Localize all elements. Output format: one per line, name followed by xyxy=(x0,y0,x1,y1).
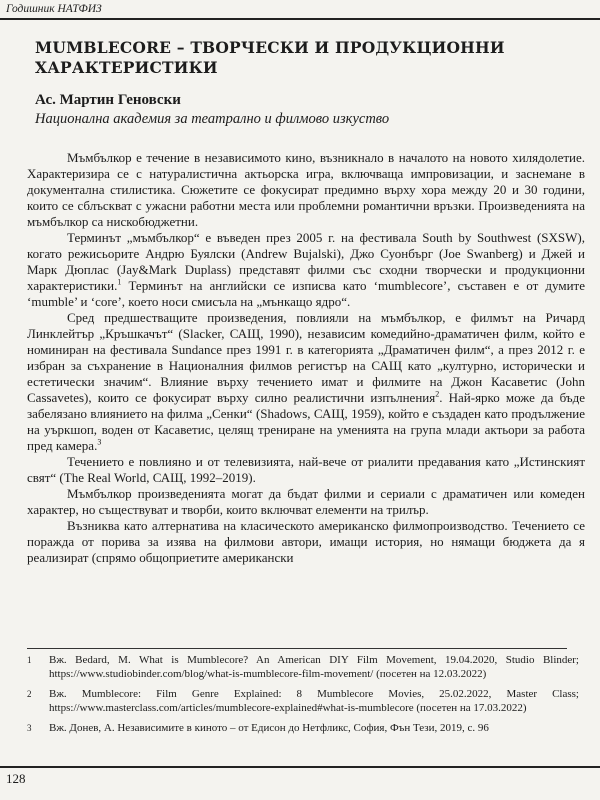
footer-rule xyxy=(0,766,600,768)
footnote-ref[interactable]: 1 xyxy=(117,277,122,287)
page-number: 128 xyxy=(6,771,26,786)
article-content xyxy=(27,38,585,566)
footnote-text: Вж. Bedard, M. What is Mumblecore? An American DIY Film Movement, 19.04.2020, Studio Blinder; https://www.studiobinder.com/blog/what-is-mumblecore-film-movement/ (посетен на 12.03.2022) xyxy=(49,654,579,680)
footnotes xyxy=(27,653,579,741)
footnote-number: 1 xyxy=(27,655,32,665)
footnote-text: Вж. Донев, А. Независимите в киното – от Едисон до Нетфликс, София, Фън Тези, 2019, с. 96 xyxy=(49,722,489,734)
running-head: Годишник НАТФИЗ xyxy=(6,3,102,15)
paragraph: Възниква като алтернатива на класическото американско филмопроизводство. Течението се поражда от порива за изява на филмови автори, имащи история, но нямащи бюджета да я реализират (спрямо общоприетите американски xyxy=(27,518,585,565)
author-affiliation: Национална академия за театрално и филмово изкуство xyxy=(35,111,390,127)
paragraph: Мъмбълкор е течение в независимото кино, възникнало в началото на новото хилядолетие. Характеризира се с натуралистична актьорска игра, включваща импровизации, и заснемане в документална стилистика. Сюжетите се фокусират предимно върху хора между 20 и 30 години, които се сблъскват с ужасни работни места или проблемни романтични връзки. Произведенията на мъмбълкор са нискобюджетни. xyxy=(27,150,585,229)
footnote-ref[interactable]: 3 xyxy=(97,437,102,447)
paragraph: Терминът „мъмбълкор“ е въведен през 2005 г. на фестивала South by Southwest (SXSW), когато режисьорите Андрю Буялски (Andrew Bujalski), Джо Суонбърг (Joe Swanberg) и Джей и Марк Дюплас (Jay&Mark Duplass) представят филми със сходни творчески и продукционни характеристики.$^1$ Терминът на английски се изписва като ‘mumblecore’, съставен е от думите ‘mumble’ и ‘core’, което носи смисъла на „мънкащо ядро“. xyxy=(27,230,585,309)
footnote-ref[interactable]: 2 xyxy=(435,389,440,399)
footnote-number: 2 xyxy=(27,689,32,699)
footnote xyxy=(27,653,579,681)
author-name: Ас. Мартин Геновски xyxy=(35,92,181,108)
paragraph: Течението е повлияно и от телевизията, най-вече от риалити предавания като „Истинският свят“ (The Real World, САЩ, 1992–2019). xyxy=(27,454,585,485)
header-rule xyxy=(0,18,600,20)
paragraph: Сред предшестващите произведения, повлияли на мъмбълкор, е филмът на Ричард Линклейтър „Кръшкачът“ (Slacker, САЩ, 1990), независим комедийно-драматичен филм, който е номиниран на фестивала Sundance през 1991 г. в категорията „Драматичен филм“, а през 2012 г. е избран за съхранение в Националния филмов регистър на САЩ като „културно, исторически и естетически значим“. Влияние върху течението имат и филмите на Джон Касаветис (John Cassavetes), които се фокусират върху силно реалистични изпълнения$^2$. Най-ярко може да бъде забелязано влиянието на филма „Сенки“ (Shadows, САЩ, 1959), който е създаден като продължение на уъркшоп, воден от Касаветис, целящ трениране на уменията на група млади актьори за работа пред камера.$^3$ xyxy=(27,310,585,453)
footnote-number: 3 xyxy=(27,723,32,733)
footnote-text: Вж. Mumblecore: Film Genre Explained: 8 Mumblecore Movies, 25.02.2022, Master Class; https://www.masterclass.com/articles/mumblecore-explained#what-is-mumblecore (посетен на 17.03.2022) xyxy=(49,688,579,714)
footnote-rule xyxy=(27,648,567,649)
footnote xyxy=(27,687,579,715)
article-title: MUMBLECORE – ТВОРЧЕСКИ И ПРОДУКЦИОННИ ХАРАКТЕРИСТИКИ xyxy=(35,38,505,77)
footnote xyxy=(27,721,579,735)
body-text xyxy=(27,150,585,566)
paragraph: Мъмбълкор произведенията могат да бъдат филми и сериали с драматичен или комеден характер, но съществуват и творби, които включват елементи на трилър. xyxy=(27,486,585,517)
